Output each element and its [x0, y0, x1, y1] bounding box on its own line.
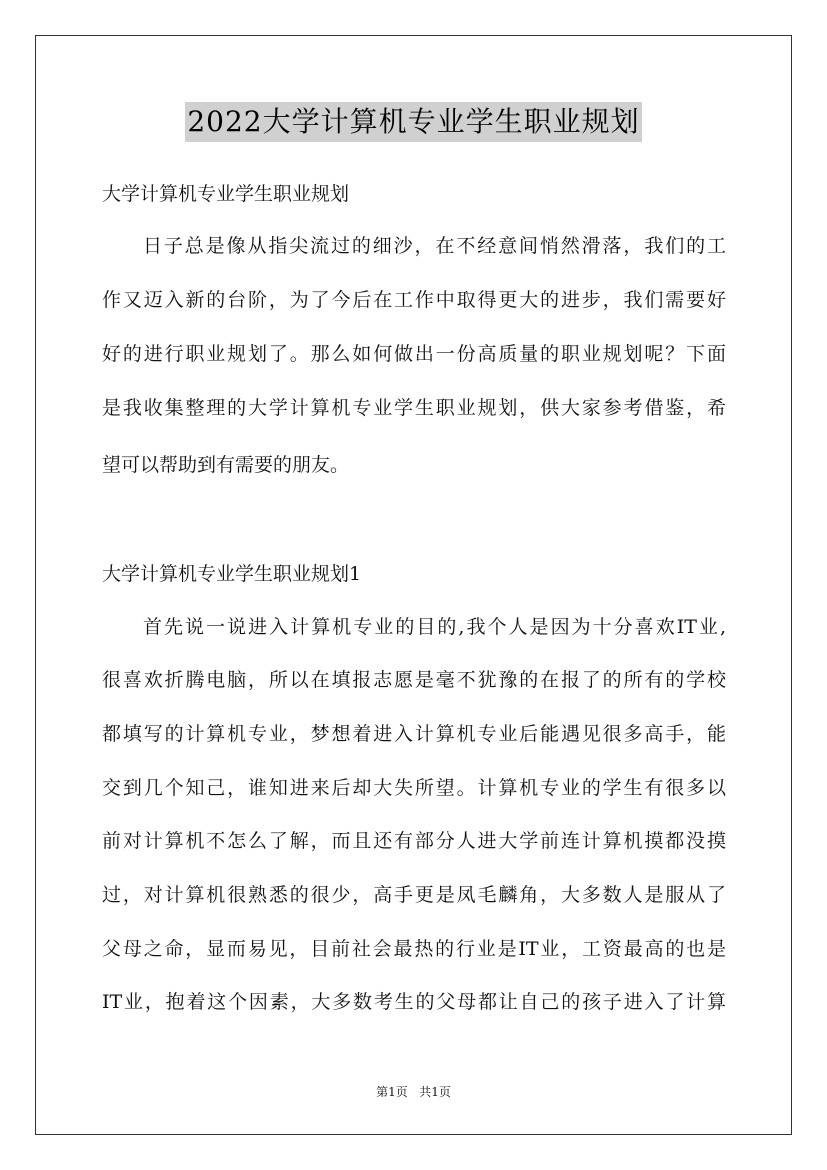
paragraph-line: 交到几个知己，谁知进来后却大失所望。计算机专业的学生有很多以 [102, 777, 726, 799]
paragraph-line: IT业，抱着这个因素，大多数考生的父母都让自己的孩子进入了计算 [102, 991, 726, 1013]
title-container [0, 102, 827, 142]
document-title: 2022大学计算机专业学生职业规划 [185, 102, 641, 142]
page-footer [0, 1084, 827, 1100]
paragraph-line: 望可以帮助到有需要的朋友。 [102, 454, 350, 476]
paragraph-line: 都填写的计算机专业，梦想着进入计算机专业后能遇见很多高手，能 [102, 723, 726, 745]
paragraph-line: 很喜欢折腾电脑，所以在填报志愿是毫不犹豫的在报了的所有的学校 [102, 669, 726, 691]
paragraph-line: 父母之命，显而易见，目前社会最热的行业是IT业，工资最高的也是 [102, 938, 726, 960]
paragraph-line: 首先说一说进入计算机专业的目的,我个人是因为十分喜欢IT业, [143, 616, 726, 638]
paragraph-line: 是我收集整理的大学计算机专业学生职业规划，供大家参考借鉴，希 [102, 397, 726, 419]
paragraph-line: 好的进行职业规划了。那么如何做出一份高质量的职业规划呢？下面 [102, 343, 726, 365]
paragraph-line: 前对计算机不怎么了解，而且还有部分人进大学前连计算机摸都没摸 [102, 830, 726, 852]
page-number: 第1页 [376, 1085, 408, 1099]
paragraph-line: 过，对计算机很熟悉的很少，高手更是凤毛麟角，大多数人是服从了 [102, 884, 726, 906]
page-total: 共1页 [419, 1085, 451, 1099]
section-heading: 大学计算机专业学生职业规划1 [102, 563, 362, 585]
paragraph-line: 作又迈入新的台阶，为了今后在工作中取得更大的进步，我们需要好 [102, 289, 726, 311]
paragraph-line: 日子总是像从指尖流过的细沙，在不经意间悄然滑落，我们的工 [143, 235, 726, 257]
intro-heading: 大学计算机专业学生职业规划 [102, 183, 350, 205]
